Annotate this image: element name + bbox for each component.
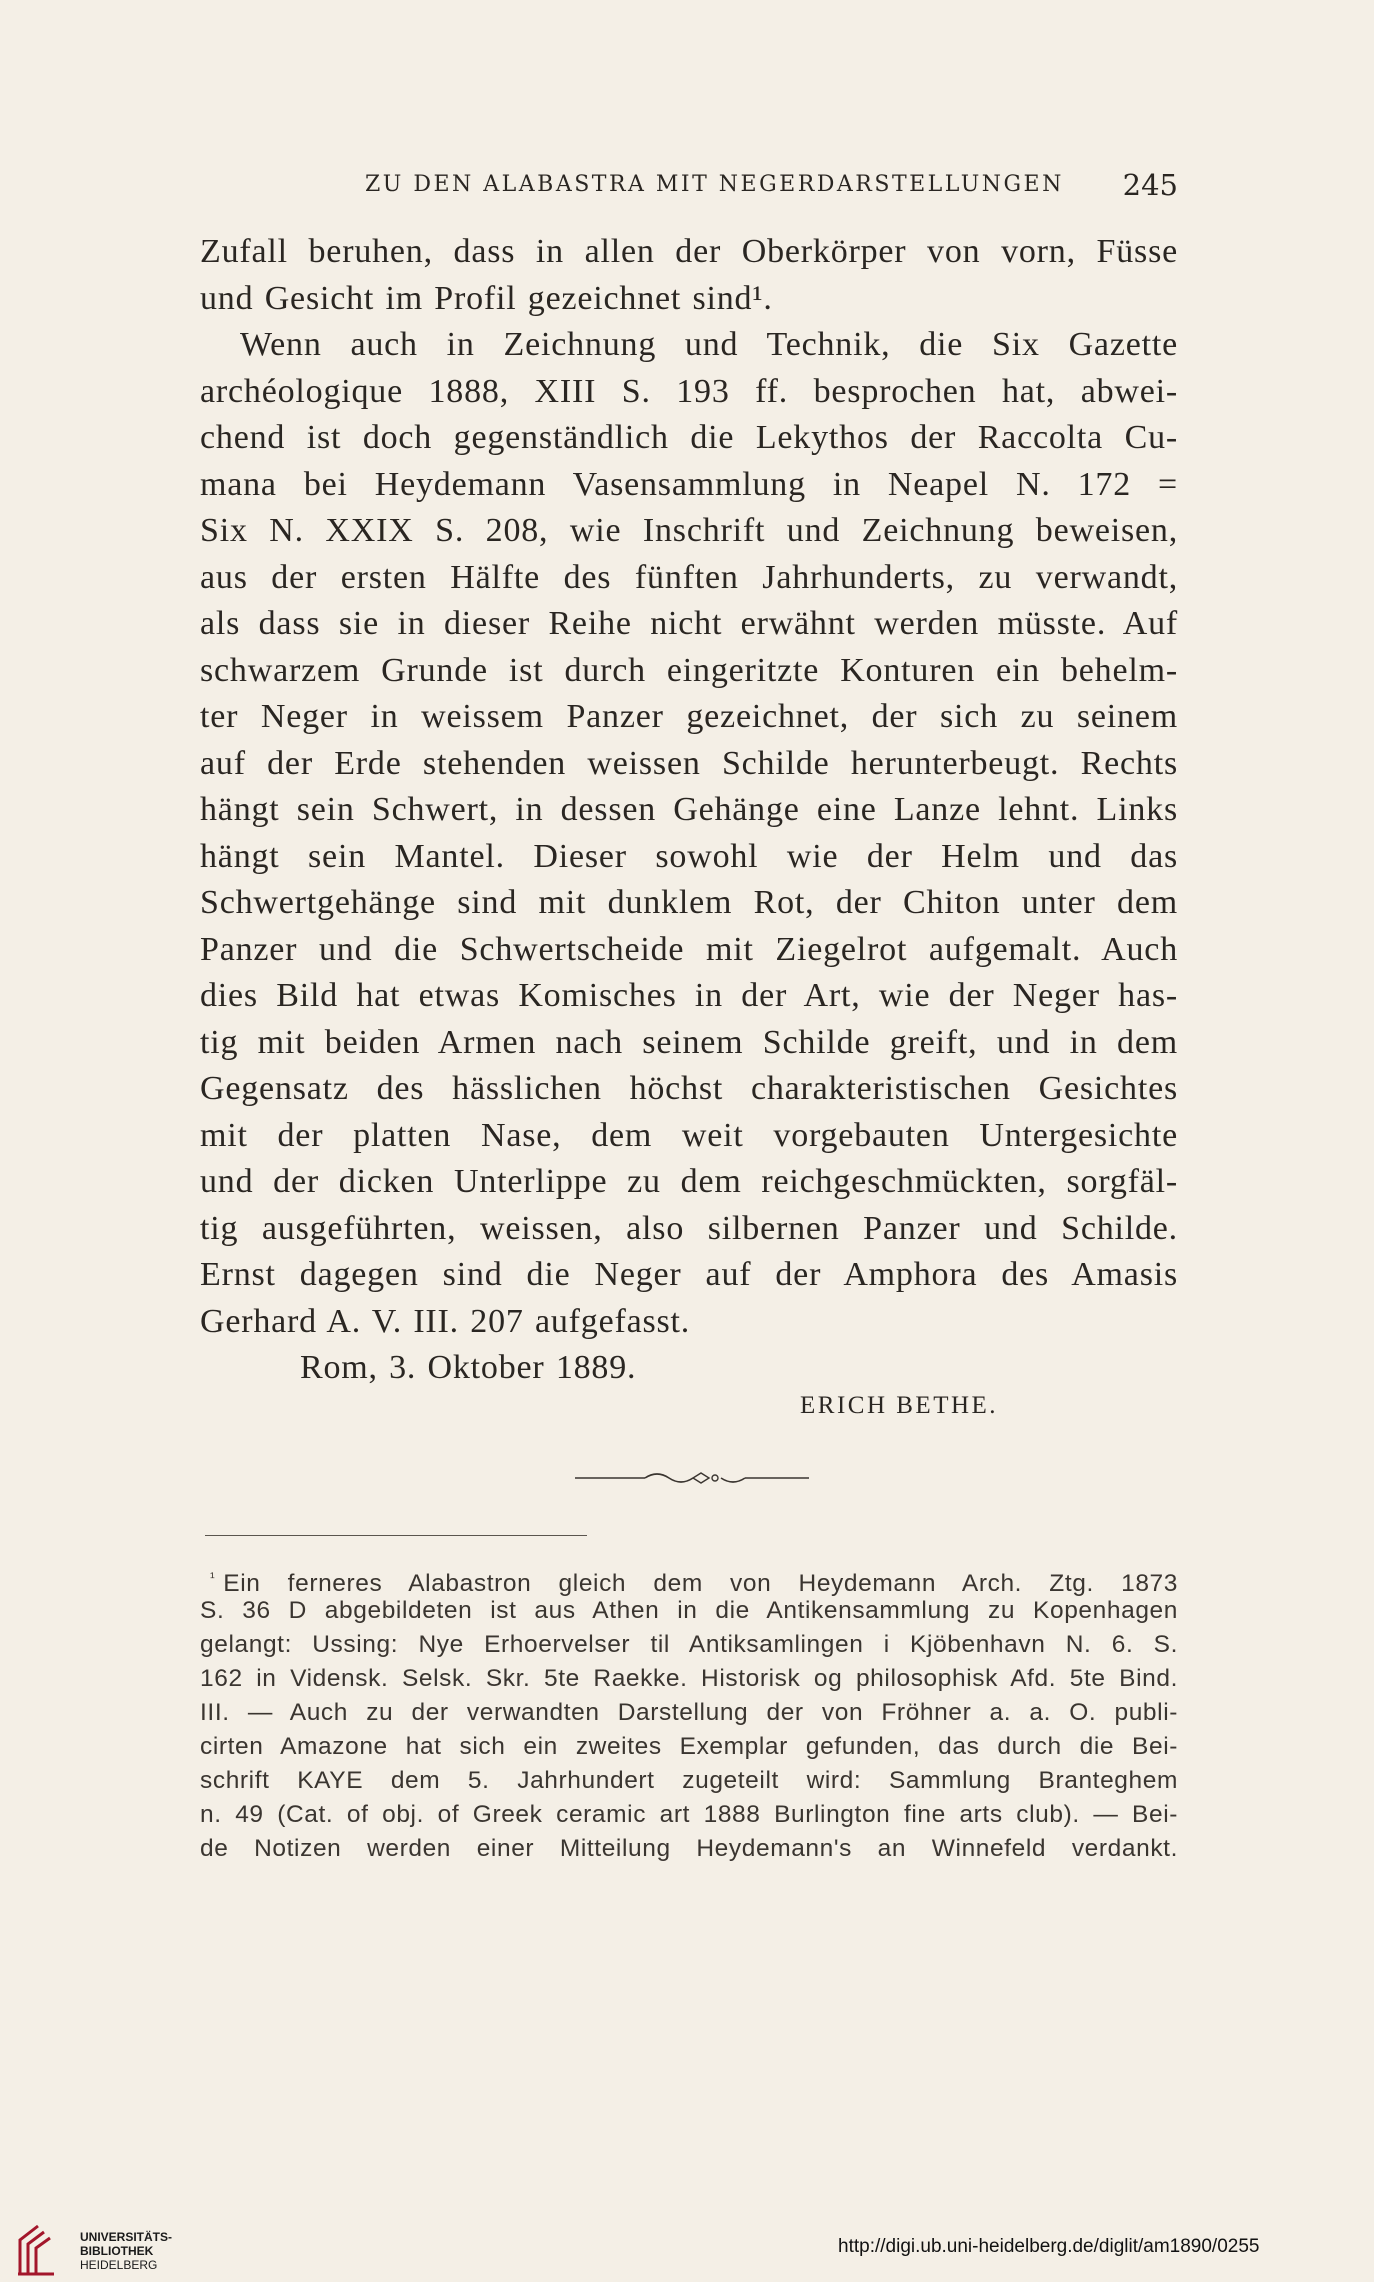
text-line: und der dicken Unterlippe zu dem reichgeschmückten, sorgfäl- <box>200 1163 1178 1200</box>
text-line: Schwertgehänge sind mit dunklem Rot, der Chiton unter dem <box>200 884 1178 921</box>
text-line: mit der platten Nase, dem weit vorgebauten Untergesichte <box>200 1116 1178 1154</box>
footnote-line: S. 36 D abgebildeten ist aus Athen in die Antikensammlung zu Kopenhagen <box>200 1597 1178 1624</box>
text-line: auf der Erde stehenden weissen Schilde herunterbeugt. Rechts <box>200 744 1178 782</box>
text-line: ter Neger in weissem Panzer gezeichnet, der sich zu seinem <box>200 698 1178 735</box>
library-name-line: BIBLIOTHEK <box>80 2244 154 2258</box>
text-line: hängt sein Mantel. Dieser sowohl wie der Helm und das <box>200 837 1178 875</box>
footnotes <box>200 1560 1178 1866</box>
footnote-line: III. — Auch zu der verwandten Darstellung der von Fröhner a. a. O. publi- <box>200 1699 1178 1726</box>
text-line: und Gesicht im Profil gezeichnet sind¹. <box>200 279 773 317</box>
author-signature: ERICH BETHE. <box>800 1392 999 1419</box>
text-line: Panzer und die Schwertscheide mit Ziegelrot aufgemalt. Auch <box>200 930 1178 968</box>
text-line: Gerhard A. V. III. 207 aufgefasst. <box>200 1302 691 1340</box>
text-line: Gegensatz des hässlichen höchst charakteristischen Gesichtes <box>200 1070 1178 1107</box>
source-url-link[interactable]: http://digi.ub.uni-heidelberg.de/diglit/am1890/0255 <box>838 2236 1260 2257</box>
text-line: als dass sie in dieser Reihe nicht erwähnt werden müsste. Auf <box>200 605 1178 642</box>
text-line: Six N. XXIX S. 208, wie Inschrift und Zeichnung beweisen, <box>200 512 1178 549</box>
footnote-line: cirten Amazone hat sich ein zweites Exemplar gefunden, das durch die Bei- <box>200 1733 1178 1760</box>
library-name-line: UNIVERSITÄTS- <box>80 2230 173 2244</box>
library-emblem-icon <box>14 2222 70 2278</box>
text-line: Wenn auch in Zeichnung und Technik, die Six Gazette <box>240 326 1178 363</box>
footnote-line: schrift ΚΑΥΕ dem 5. Jahrhundert zugeteilt wird: Sammlung Branteghem <box>200 1767 1178 1794</box>
library-name-line: HEIDELBERG <box>80 2258 158 2272</box>
text-line: archéologique 1888, XIII S. 193 ff. besprochen hat, abwei- <box>200 372 1178 410</box>
library-name <box>80 2230 172 2272</box>
body-text <box>200 229 1178 1392</box>
text-line: schwarzem Grunde ist durch eingeritzte Konturen ein behelm- <box>200 651 1178 689</box>
footnote-line: de Notizen werden einer Mitteilung Heydemann's an Winnefeld verdankt. <box>200 1835 1178 1862</box>
text-line: mana bei Heydemann Vasensammlung in Neapel N. 172 = <box>200 465 1178 503</box>
text-line: dies Bild hat etwas Komisches in der Art, wie der Neger has- <box>200 977 1178 1014</box>
text-line: tig mit beiden Armen nach seinem Schilde greift, und in dem <box>200 1023 1178 1061</box>
library-logo[interactable] <box>14 2222 194 2278</box>
footnote-text: Ein ferneres Alabastron gleich dem von Heydemann Arch. Ztg. 1873 <box>223 1570 1178 1598</box>
footnote-line: gelangt: Ussing: Nye Erhoervelser til Antiksamlingen i Kjöbenhavn N. 6. S. <box>200 1631 1178 1658</box>
footnote-mark: ¹ <box>210 1569 216 1585</box>
text-line: tig ausgeführten, weissen, also silbernen Panzer und Schilde. <box>200 1209 1178 1247</box>
fleuron-ornament <box>575 1468 809 1488</box>
dateline: Rom, 3. Oktober 1889. <box>300 1349 637 1386</box>
text-line: hängt sein Schwert, in dessen Gehänge eine Lanze lehnt. Links <box>200 791 1178 828</box>
text-line: Zufall beruhen, dass in allen der Oberkörper von vorn, Füsse <box>200 233 1178 270</box>
text-line: chend ist doch gegenständlich die Lekythos der Raccolta Cu- <box>200 419 1178 456</box>
footnote-line: 162 in Vidensk. Selsk. Skr. 5te Raekke. Historisk og philosophisk Afd. 5te Bind. <box>200 1665 1178 1692</box>
footnote-line: n. 49 (Cat. of obj. of Greek ceramic art 1888 Burlington fine arts club). — Bei- <box>200 1801 1178 1828</box>
text-line: Ernst dagegen sind die Neger auf der Amphora des Amasis <box>200 1256 1178 1293</box>
text-line: aus der ersten Hälfte des fünften Jahrhunderts, zu verwandt, <box>200 558 1178 596</box>
footnote-line <box>200 1560 1178 1598</box>
page-number: 245 <box>1122 168 1178 202</box>
page-header <box>200 168 1178 208</box>
footnote-rule <box>205 1535 587 1536</box>
running-title: ZU DEN ALABASTRA MIT NEGERDARSTELLUNGEN <box>365 172 1064 197</box>
